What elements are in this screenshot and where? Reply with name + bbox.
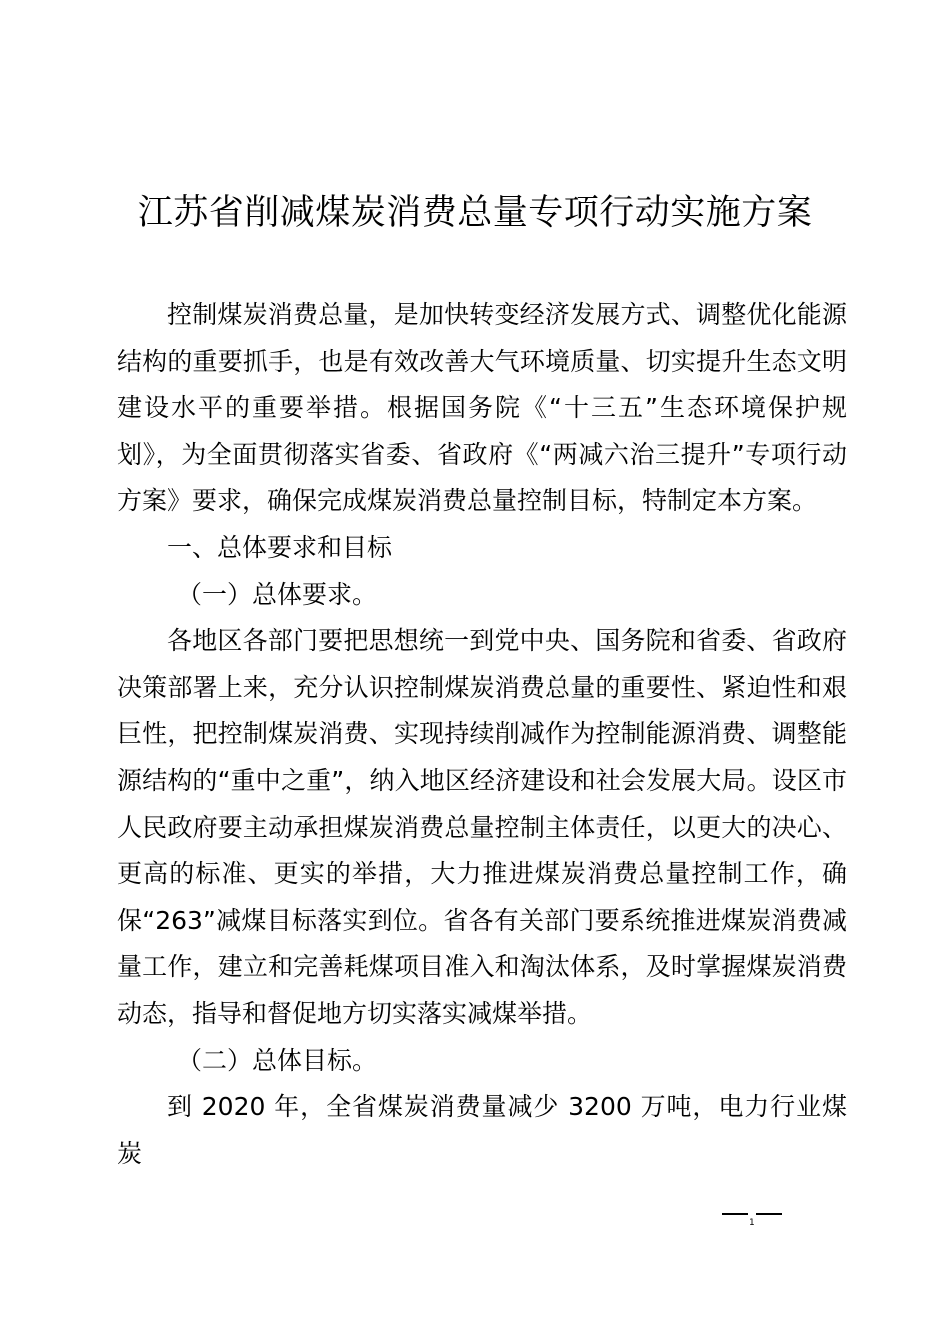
subsection-paragraph-2: 到 2020 年，全省煤炭消费量减少 3200 万吨，电力行业煤炭 <box>117 1092 847 1168</box>
intro-paragraph: 控制煤炭消费总量，是加快转变经济发展方式、调整优化能源结构的重要抓手，也是有效改善大气环境质量、切实提升生态文明建设水平的重要举措。根据国务院《“十三五”生态环境保护规划》，为全面贯彻落实省委、省政府《“两减六治三提升”专项行动方案》要求，确保完成煤炭消费总量控制目标，特制定本方案。 <box>117 300 847 516</box>
subsection-heading-1: （一）总体要求。 <box>177 579 378 609</box>
document-title: 江苏省削减煤炭消费总量专项行动实施方案 <box>137 193 813 233</box>
subsection-paragraph-1: 各地区各部门要把思想统一到党中央、国务院和省委、省政府决策部署上来，充分认识控制煤炭消费总量的重要性、紧迫性和艰巨性，把控制煤炭消费、实现持续削减作为控制能源消费、调整能源结构的“重中之重”，纳入地区经济建设和社会发展大局。设区市人民政府要主动承担煤炭消费总量控制主体责任，以更大的决心、更高的标准、更实的举措，大力推进煤炭消费总量控制工作，确保“263”减煤目标落实到位。省各有关部门要系统推进煤炭消费减量工作，建立和完善耗煤项目准入和淘汰体系，及时掌握煤炭消费动态，指导和督促地方切实落实减煤举措。 <box>117 626 847 1028</box>
page-number: 1 <box>749 1218 755 1228</box>
page-footer <box>722 1198 782 1237</box>
document-body <box>117 292 847 1177</box>
footer-dash-left <box>722 1213 748 1215</box>
section-heading-1: 一、总体要求和目标 <box>167 532 393 562</box>
subsection-heading-2: （二）总体目标。 <box>177 1045 378 1075</box>
footer-dash-right <box>756 1213 782 1215</box>
